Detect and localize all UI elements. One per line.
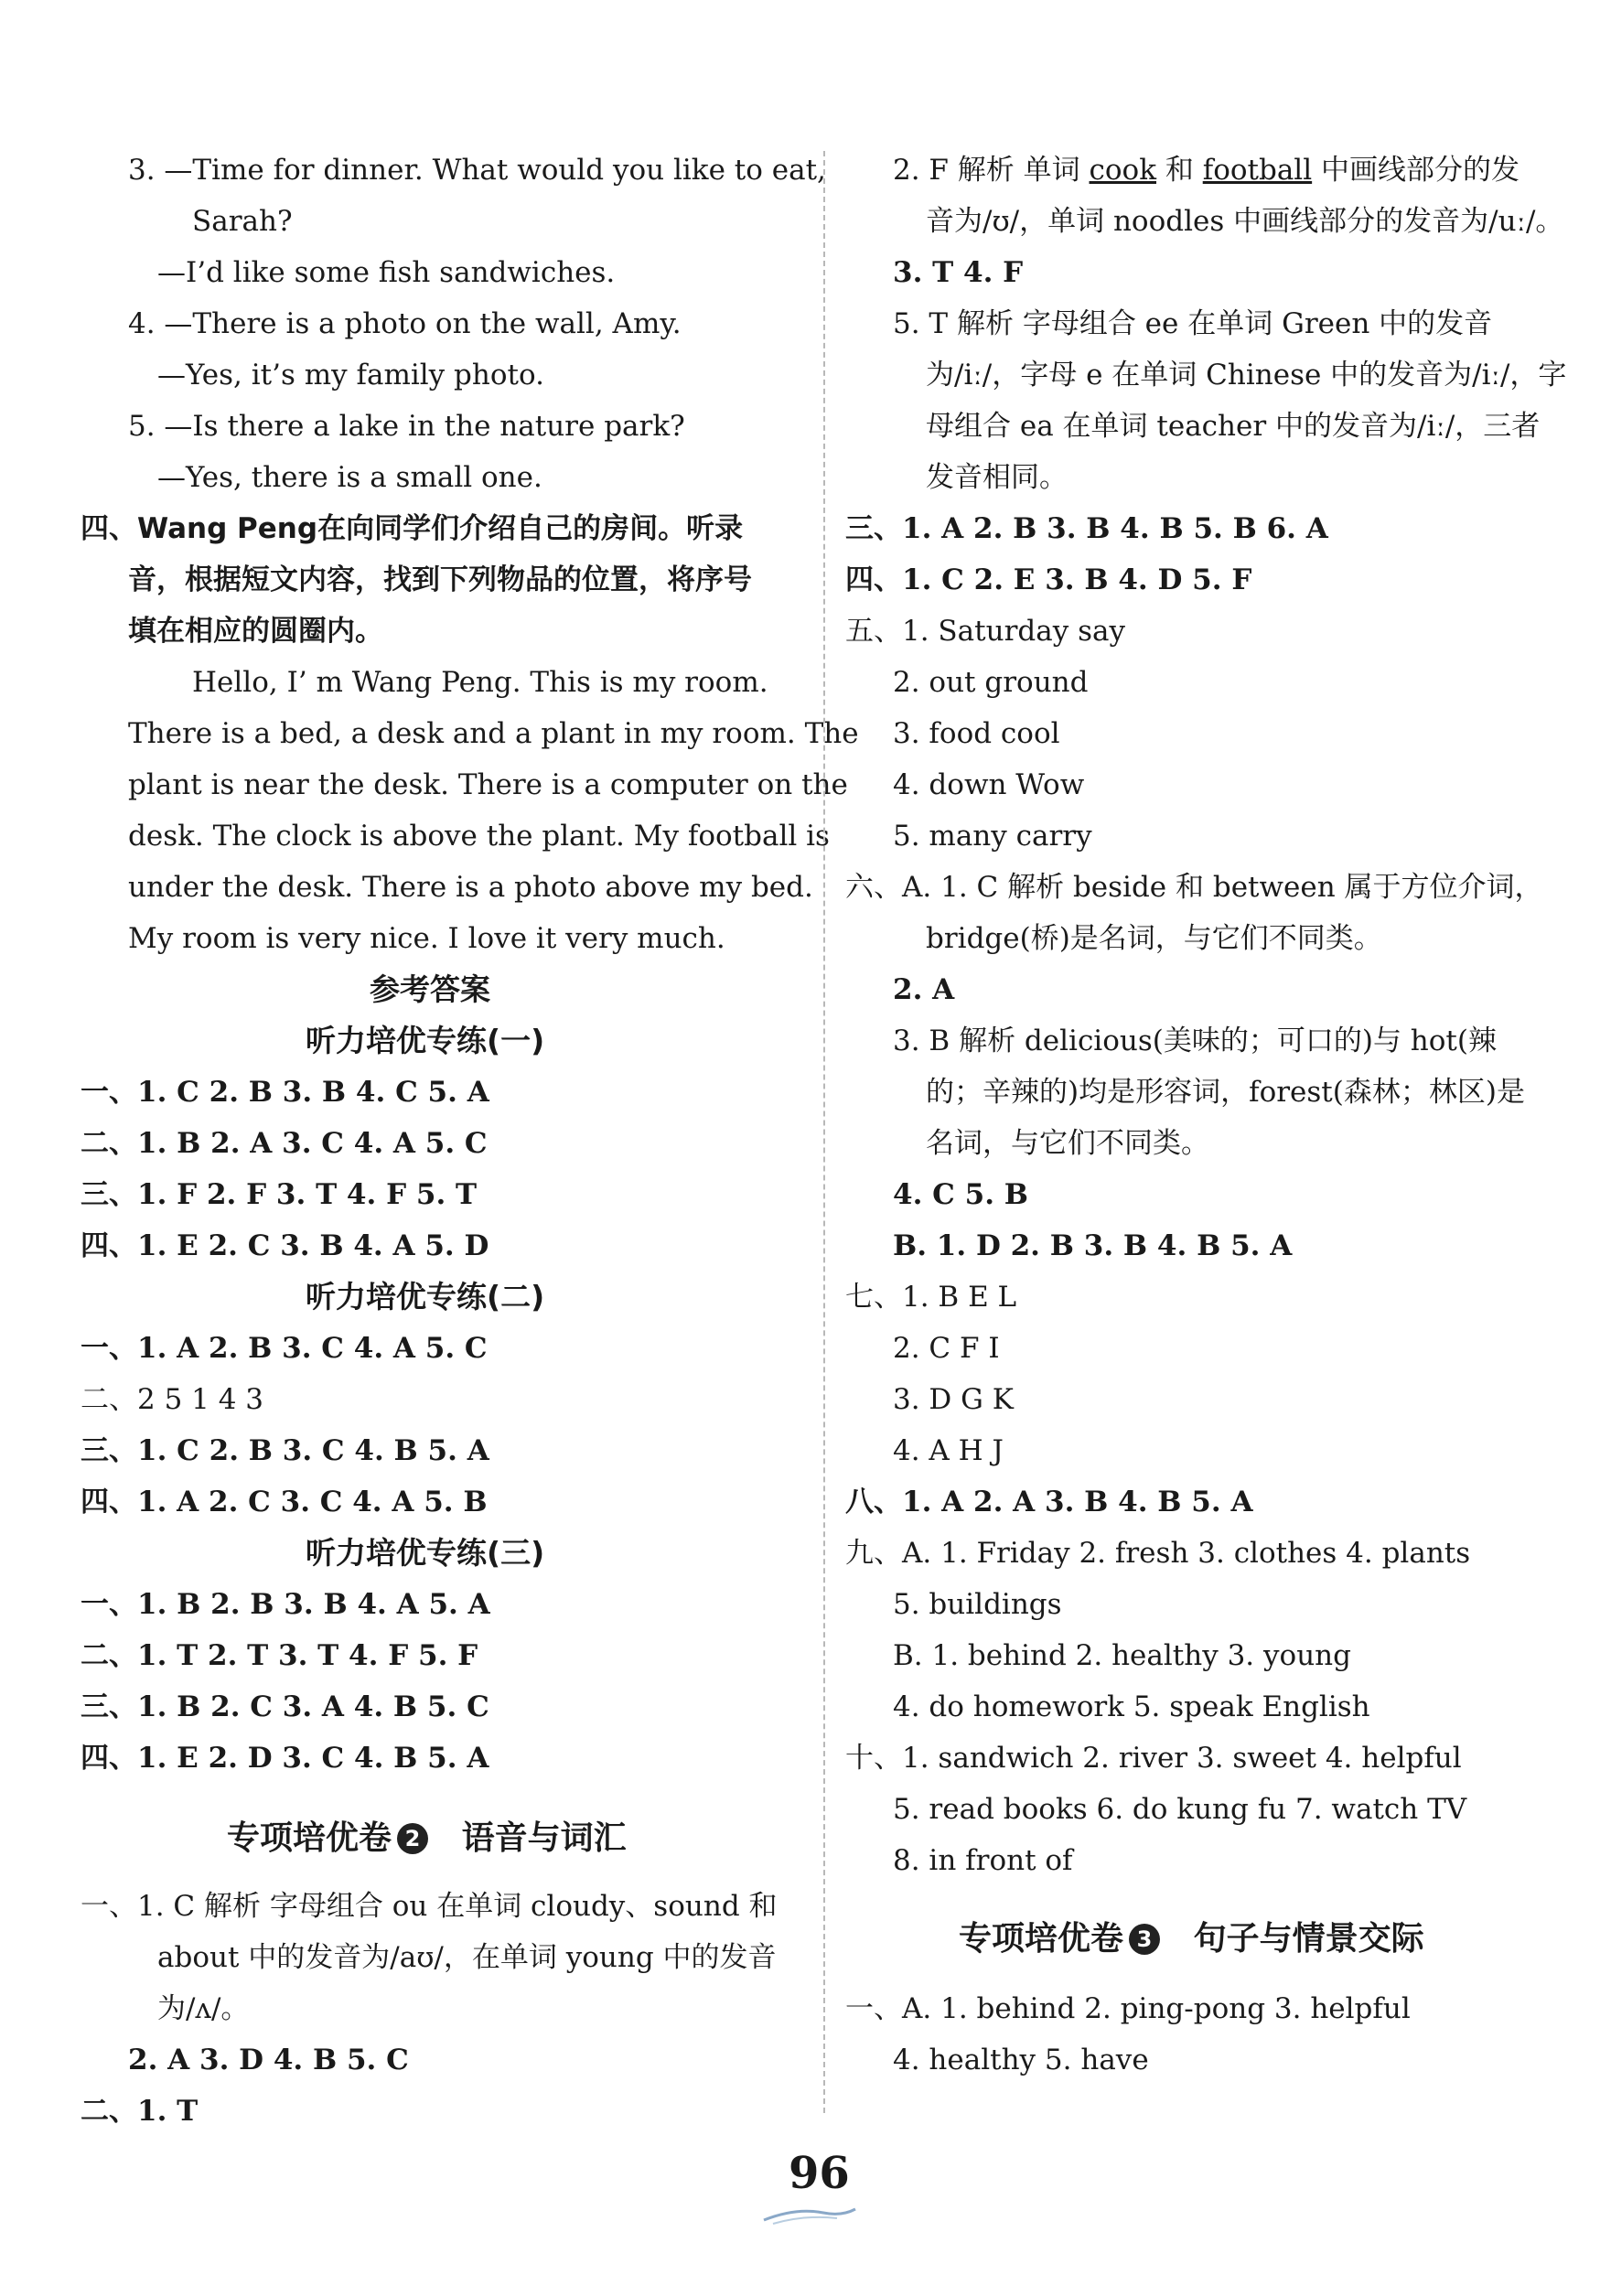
number-3-badge-icon: 3 xyxy=(1129,1924,1160,1955)
dialogue-3-line-3: —I’d like some fish sandwiches. xyxy=(157,256,616,289)
column-divider xyxy=(823,151,825,2113)
right-line-1-e: 中画线部分的发 xyxy=(1312,154,1519,187)
listening-3-row-1: 一、1. B 2. B 3. B 4. A 5. A xyxy=(81,1588,490,1621)
right-line-21: 4. C 5. B xyxy=(893,1178,1028,1211)
right-line-12: 3. food cool xyxy=(893,717,1060,750)
right-line-1-cook: cook xyxy=(1089,154,1156,187)
right-line-10: 五、1. Saturday say xyxy=(845,615,1125,648)
right-line-18: 3. B 解析 delicious(美味的；可口的)与 hot(辣 xyxy=(893,1025,1497,1057)
special-paper-3-title xyxy=(959,1921,1424,1958)
right-line-24: 2. C F I xyxy=(893,1332,1000,1365)
vocab-1-line-2: about 中的发音为/aʊ/，在单词 young 中的发音 xyxy=(157,1941,777,1974)
passage-line-6: My room is very nice. I love it very much. xyxy=(128,922,725,955)
answer-key-title: 参考答案 xyxy=(370,971,490,1007)
right-line-16: bridge(桥)是名词，与它们不同类。 xyxy=(926,922,1382,955)
special-paper-2-title xyxy=(227,1820,627,1857)
special-paper-2-title-a: 专项培优卷 xyxy=(227,1819,392,1857)
right-line-29: 5. buildings xyxy=(893,1588,1062,1621)
right-line-22: B. 1. D 2. B 3. B 4. B 5. A xyxy=(893,1229,1293,1262)
right-line-19: 的；辛辣的)均是形容词，forest(森林；林区)是 xyxy=(926,1076,1525,1109)
listening-1-row-4: 四、1. E 2. C 3. B 4. A 5. D xyxy=(81,1229,489,1262)
listening-1-row-1: 一、1. C 2. B 3. B 4. C 5. A xyxy=(81,1076,489,1109)
right-line-3: 3. T 4. F xyxy=(893,256,1024,289)
decorative-swoosh-icon xyxy=(759,2200,860,2227)
right-line-33: 5. read books 6. do kung fu 7. watch TV xyxy=(893,1793,1467,1826)
passage-line-3: plant is near the desk. There is a computer on the xyxy=(128,768,848,801)
dialogue-5-line-1: 5. —Is there a lake in the nature park? xyxy=(128,410,685,443)
question-4-line-3: 填在相应的圆圈内。 xyxy=(128,615,383,648)
right-line-2: 音为/ʊ/，单词 noodles 中画线部分的发音为/uː/。 xyxy=(926,205,1564,238)
right-line-27: 八、1. A 2. A 3. B 4. B 5. A xyxy=(845,1486,1253,1518)
passage-line-2: There is a bed, a desk and a plant in my room. The xyxy=(128,717,859,750)
vocab-1-line-4: 2. A 3. D 4. B 5. C xyxy=(128,2044,409,2076)
right-line-15: 六、A. 1. C 解析 beside 和 between 属于方位介词， xyxy=(845,871,1543,904)
dialogue-5-line-2: —Yes, there is a small one. xyxy=(157,461,542,494)
right-line-13: 4. down Wow xyxy=(893,768,1085,801)
right-line-4: 5. T 解析 字母组合 ee 在单词 Green 中的发音 xyxy=(893,307,1493,340)
vocab-1-line-3: 为/ʌ/。 xyxy=(157,1992,250,2025)
right-line-30: B. 1. behind 2. healthy 3. young xyxy=(893,1639,1351,1672)
right-line-34: 8. in front of xyxy=(893,1844,1073,1877)
question-4-line-2: 音，根据短文内容，找到下列物品的位置，将序号 xyxy=(128,563,752,596)
listening-2-row-3: 三、1. C 2. B 3. C 4. B 5. A xyxy=(81,1434,489,1467)
right-line-1-football: football xyxy=(1202,154,1313,187)
number-2-badge-icon: 2 xyxy=(397,1823,428,1854)
special-paper-3-title-a: 专项培优卷 xyxy=(959,1920,1124,1958)
right-line-5: 为/iː/，字母 e 在单词 Chinese 中的发音为/iː/，字 xyxy=(926,359,1567,392)
special-paper-3-title-b: 句子与情景交际 xyxy=(1193,1920,1424,1958)
right-line-8: 三、1. A 2. B 3. B 4. B 5. B 6. A xyxy=(845,512,1328,545)
listening-1-row-3: 三、1. F 2. F 3. T 4. F 5. T xyxy=(81,1178,478,1211)
right-line-7: 发音相同。 xyxy=(926,461,1068,494)
right-line-26: 4. A H J xyxy=(893,1434,1004,1467)
page-number: 96 xyxy=(789,2148,850,2199)
listening-2-row-2: 二、2 5 1 4 3 xyxy=(81,1383,264,1416)
right-line-17: 2. A xyxy=(893,973,955,1006)
passage-line-1: Hello, I’ m Wang Peng. This is my room. xyxy=(192,666,768,699)
right-line-20: 名词，与它们不同类。 xyxy=(926,1127,1209,1160)
right-line-11: 2. out ground xyxy=(893,666,1089,699)
listening-3-row-3: 三、1. B 2. C 3. A 4. B 5. C xyxy=(81,1690,489,1723)
listening-3-row-2: 二、1. T 2. T 3. T 4. F 5. F xyxy=(81,1639,478,1672)
listening-3-row-4: 四、1. E 2. D 3. C 4. B 5. A xyxy=(81,1742,489,1775)
right-line-25: 3. D G K xyxy=(893,1383,1014,1416)
dialogue-3-line-2: Sarah? xyxy=(192,205,293,238)
dialogue-3-line-1: 3. —Time for dinner. What would you like to eat, xyxy=(128,154,826,187)
vocab-2-line-1: 二、1. T xyxy=(81,2095,199,2128)
right-line-1-c: 和 xyxy=(1156,154,1203,187)
right-line-9: 四、1. C 2. E 3. B 4. D 5. F xyxy=(845,563,1252,596)
passage-line-5: under the desk. There is a photo above my bed. xyxy=(128,871,813,904)
right-line-23: 七、1. B E L xyxy=(845,1281,1017,1314)
right-line-1-a: 2. F 解析 单词 xyxy=(893,154,1090,187)
special-paper-2-title-b: 语音与词汇 xyxy=(461,1819,627,1857)
right-line-35: 一、A. 1. behind 2. ping-pong 3. helpful xyxy=(845,1992,1411,2025)
right-line-28: 九、A. 1. Friday 2. fresh 3. clothes 4. plants xyxy=(845,1537,1471,1570)
listening-2-title: 听力培优专练(二) xyxy=(306,1279,545,1314)
question-4-line-1: 四、Wang Peng在向同学们介绍自己的房间。听录 xyxy=(81,512,744,545)
right-line-6: 母组合 ea 在单词 teacher 中的发音为/iː/，三者 xyxy=(926,410,1541,443)
listening-2-row-1: 一、1. A 2. B 3. C 4. A 5. C xyxy=(81,1332,488,1365)
listening-1-title: 听力培优专练(一) xyxy=(306,1023,545,1058)
right-line-1 xyxy=(893,152,1519,188)
right-line-36: 4. healthy 5. have xyxy=(893,2044,1149,2076)
right-line-32: 十、1. sandwich 2. river 3. sweet 4. helpful xyxy=(845,1742,1462,1775)
dialogue-4-line-2: —Yes, it’s my family photo. xyxy=(157,359,544,392)
dialogue-4-line-1: 4. —There is a photo on the wall, Amy. xyxy=(128,307,682,340)
listening-1-row-2: 二、1. B 2. A 3. C 4. A 5. C xyxy=(81,1127,488,1160)
passage-line-4: desk. The clock is above the plant. My football is xyxy=(128,820,830,853)
right-line-14: 5. many carry xyxy=(893,820,1092,853)
right-line-31: 4. do homework 5. speak English xyxy=(893,1690,1370,1723)
vocab-1-line-1: 一、1. C 解析 字母组合 ou 在单词 cloudy、sound 和 xyxy=(81,1890,778,1923)
listening-2-row-4: 四、1. A 2. C 3. C 4. A 5. B xyxy=(81,1486,488,1518)
listening-3-title: 听力培优专练(三) xyxy=(306,1535,545,1571)
